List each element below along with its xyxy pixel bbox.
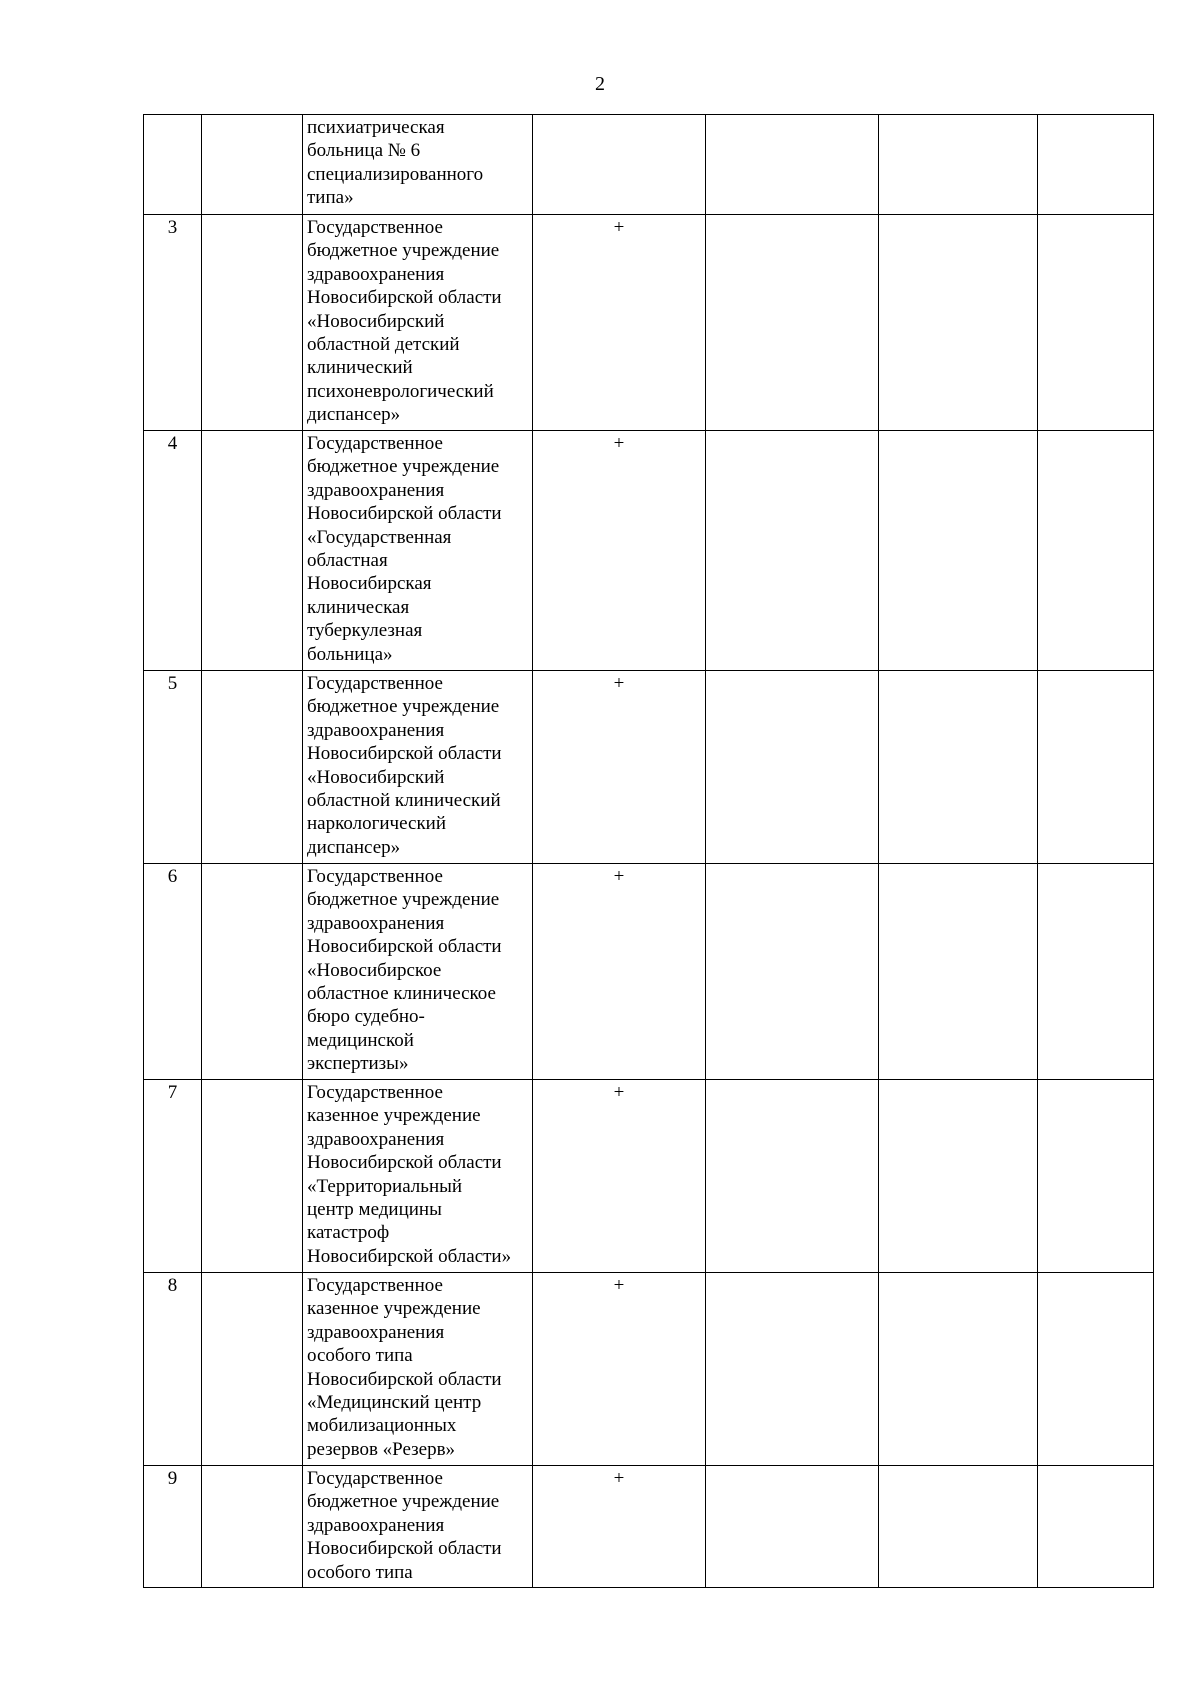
institution-name-line: мобилизационных	[307, 1415, 457, 1437]
institution-name-line: здравоохранения	[307, 1128, 445, 1150]
institution-name-line: Государственное	[307, 673, 443, 694]
institution-name-line: специализированного	[307, 163, 484, 185]
empty-cell	[706, 1273, 879, 1466]
institution-name-line: здравоохранения	[307, 1514, 445, 1536]
row-number-cell: 5	[144, 671, 202, 864]
row-number-cell: 4	[144, 431, 202, 671]
code-cell	[202, 1080, 303, 1273]
institution-name-line: казенное учреждение	[307, 1105, 481, 1127]
institution-name-line: экспертизы»	[307, 1053, 409, 1075]
institution-name-line: казенное учреждение	[307, 1298, 481, 1320]
empty-cell	[879, 1080, 1038, 1273]
institution-name-line: здравоохранения	[307, 1321, 445, 1343]
institution-name-cell	[303, 115, 533, 215]
institution-name-line: Новосибирской области	[307, 936, 502, 958]
institution-name-line: клинический	[307, 357, 413, 379]
code-cell	[202, 215, 303, 431]
empty-cell	[1038, 864, 1154, 1080]
institution-name-line: «Территориальный	[307, 1175, 463, 1197]
institution-name-line: больница»	[307, 643, 393, 665]
code-cell	[202, 864, 303, 1080]
empty-cell	[1038, 1466, 1154, 1588]
institution-name-line: Новосибирской области	[307, 1368, 502, 1390]
empty-cell	[706, 431, 879, 671]
institution-name-line: бюджетное учреждение	[307, 456, 500, 478]
institution-name-line: особого типа	[307, 1345, 413, 1367]
table-body	[144, 115, 1154, 1588]
institution-name-line: клиническая	[307, 596, 410, 618]
institution-name-line: психоневрологический	[307, 380, 494, 402]
mark-cell: +	[533, 431, 706, 671]
empty-cell	[1038, 1080, 1154, 1273]
institution-name-line: наркологический	[307, 813, 447, 835]
empty-cell	[1038, 115, 1154, 215]
institution-name-line: Новосибирской области	[307, 743, 502, 765]
empty-cell	[879, 864, 1038, 1080]
mark-cell: +	[533, 671, 706, 864]
institution-name-line: областная	[307, 550, 388, 572]
row-number-cell: 7	[144, 1080, 202, 1273]
row-number-cell: 8	[144, 1273, 202, 1466]
table-row	[144, 215, 1154, 431]
institution-name-line: бюджетное учреждение	[307, 696, 500, 718]
institution-name-line: Государственное	[307, 217, 443, 238]
institution-name-cell	[303, 671, 533, 864]
institution-name-line: здравоохранения	[307, 912, 445, 934]
institution-name-line: особого типа	[307, 1561, 413, 1583]
table-row	[144, 671, 1154, 864]
institution-name-line: «Новосибирский	[307, 766, 445, 788]
institution-name-cell	[303, 431, 533, 671]
institution-name-line: Государственное	[307, 866, 443, 887]
institution-name-line: типа»	[307, 187, 354, 209]
institution-name-line: резервов «Резерв»	[307, 1438, 456, 1460]
empty-cell	[879, 115, 1038, 215]
mark-cell: +	[533, 1466, 706, 1588]
institution-name-line: Новосибирской области	[307, 1538, 502, 1560]
code-cell	[202, 115, 303, 215]
institution-name-line: «Новосибирский	[307, 310, 445, 332]
code-cell	[202, 1273, 303, 1466]
institution-name-line: бюджетное учреждение	[307, 889, 500, 911]
institutions-table	[143, 114, 1154, 1588]
empty-cell	[706, 1466, 879, 1588]
institution-name-cell	[303, 215, 533, 431]
institution-name-cell	[303, 1080, 533, 1273]
empty-cell	[879, 671, 1038, 864]
institution-name-line: центр медицины	[307, 1199, 442, 1221]
mark-cell: +	[533, 864, 706, 1080]
institution-name-line: катастроф	[307, 1222, 390, 1244]
empty-cell	[706, 671, 879, 864]
empty-cell	[879, 1273, 1038, 1466]
row-number-cell	[144, 115, 202, 215]
row-number-cell: 3	[144, 215, 202, 431]
institution-name-line: Новосибирской области	[307, 287, 502, 309]
institution-name-line: здравоохранения	[307, 479, 445, 501]
institution-name-cell	[303, 1273, 533, 1466]
institution-name-line: диспансер»	[307, 836, 401, 858]
institution-name-cell	[303, 1466, 533, 1588]
institution-name-line: областное клиническое	[307, 983, 496, 1005]
row-number-cell: 6	[144, 864, 202, 1080]
code-cell	[202, 431, 303, 671]
empty-cell	[706, 215, 879, 431]
mark-cell: +	[533, 215, 706, 431]
empty-cell	[879, 215, 1038, 431]
empty-cell	[706, 864, 879, 1080]
mark-cell: +	[533, 1080, 706, 1273]
institution-name-line: бюджетное учреждение	[307, 1491, 500, 1513]
empty-cell	[1038, 215, 1154, 431]
empty-cell	[879, 431, 1038, 671]
institution-name-line: Государственное	[307, 433, 443, 454]
institution-name-line: областной клинический	[307, 790, 501, 812]
institution-name-line: «Медицинский центр	[307, 1392, 482, 1414]
institution-name-line: «Государственная	[307, 526, 452, 548]
mark-cell: +	[533, 1273, 706, 1466]
empty-cell	[1038, 1273, 1154, 1466]
empty-cell	[706, 1080, 879, 1273]
institution-name-line: Государственное	[307, 1082, 443, 1103]
table-row	[144, 1273, 1154, 1466]
table-row	[144, 115, 1154, 215]
institution-name-line: диспансер»	[307, 404, 401, 426]
institution-name-line: здравоохранения	[307, 719, 445, 741]
institution-name-line: здравоохранения	[307, 263, 445, 285]
institution-name-line: бюро судебно-	[307, 1006, 425, 1028]
institution-name-line: Новосибирской области	[307, 503, 502, 525]
empty-cell	[1038, 671, 1154, 864]
institution-name-line: психиатрическая	[307, 117, 445, 138]
institution-name-line: «Новосибирское	[307, 959, 442, 981]
row-number-cell: 9	[144, 1466, 202, 1588]
institution-name-line: медицинской	[307, 1029, 414, 1051]
institution-name-line: Новосибирской области»	[307, 1245, 512, 1267]
institution-name-line: Новосибирской области	[307, 1152, 502, 1174]
table-row	[144, 431, 1154, 671]
table-row	[144, 864, 1154, 1080]
institution-name-line: Государственное	[307, 1275, 443, 1296]
institution-name-cell	[303, 864, 533, 1080]
institution-name-line: бюджетное учреждение	[307, 240, 500, 262]
code-cell	[202, 1466, 303, 1588]
table-row	[144, 1466, 1154, 1588]
empty-cell	[1038, 431, 1154, 671]
institution-name-line: Новосибирская	[307, 573, 432, 595]
empty-cell	[706, 115, 879, 215]
empty-cell	[879, 1466, 1038, 1588]
institution-name-line: Государственное	[307, 1468, 443, 1489]
table-row	[144, 1080, 1154, 1273]
page-number: 2	[595, 73, 605, 95]
code-cell	[202, 671, 303, 864]
mark-cell	[533, 115, 706, 215]
institution-name-line: туберкулезная	[307, 620, 423, 642]
institution-name-line: областной детский	[307, 334, 460, 356]
institution-name-line: больница № 6	[307, 140, 421, 162]
